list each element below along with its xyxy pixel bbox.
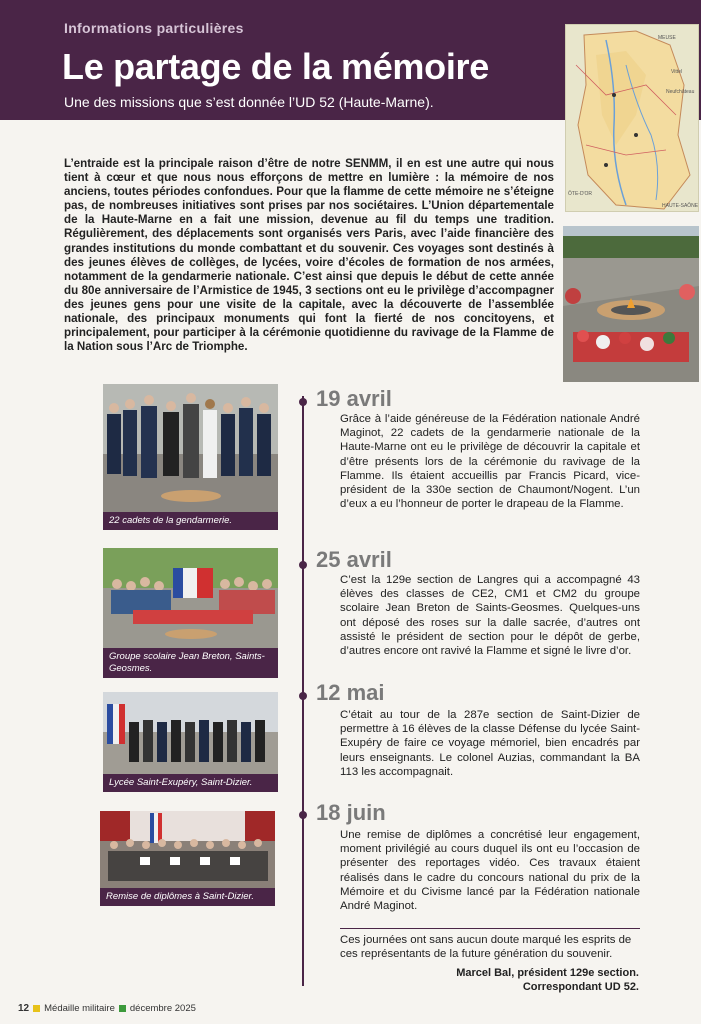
photo-diplomas [100,811,275,888]
timeline-dot [299,561,307,569]
entry-date: 19 avril [316,386,392,411]
page-footer [18,1003,196,1014]
map-label-neufchateau: Neufchâteau [666,89,695,95]
photo-tomb-unknown-soldier [563,226,699,382]
signature-line-1: Marcel Bal, président 129e section. [456,967,639,979]
caption-lycee: Lycée Saint-Exupéry, Saint-Dizier. [103,774,278,792]
intro-paragraph: L’entraide est la principale raison d’être de notre SENMM, il en est une autre qui nous tient à cœur et que nous nous efforçons de mettre en lumière : la mémoire de nos anciens, toutes périodes confondues. Pour que la flamme de cette mémoire ne s’éteigne pas, de nombreuses initiatives sont prises par nos sociétaires. L’Union départementale de la Haute-Marne en a fait une mission, devenue au fil du temps une tradition. Régulièrement, des déplacements sont organisés vers Paris, avec l’aide financière des grandes institutions du monde combattant et du souvenir. Ces voyages sont destinés à des jeunes élèves de collèges, de lycées, voire d’écoles de formation de nos armées, notamment de la gendarmerie nationale. C’est ainsi que depuis le début de cette année du 80e anniversaire de l’Armistice de 1945, 3 sections ont eu le privilège d’accompagner des jeunes gens pour une visite de la capitale, avec la découverte de l’assemblée nationale, des principaux monuments qui font la fierté de nos concitoyens, et principalement, pour participer à la cérémonie quotidienne du ravivage de la Flamme de la Nation sous l’Arc de Triomphe. [64,157,554,354]
entry-date: 18 juin [316,800,386,825]
photo-lycee [103,692,278,774]
timeline-dot [299,811,307,819]
timeline-dot [299,692,307,700]
lycee-photo-graphic [103,692,278,774]
magazine-name: Médaille militaire [44,1003,115,1014]
school-photo-graphic [103,548,278,648]
issue-date: décembre 2025 [129,1003,196,1014]
photo-school-group [103,548,278,648]
diplomas-photo-graphic [100,811,275,888]
map-label-vittel: Vittel [671,69,683,75]
yellow-square-icon [33,1005,40,1012]
timeline-dot [299,398,307,406]
map-label-haute-saone: HAUTE-SAÔNE [662,203,699,209]
flame-photo-graphic [563,226,699,382]
page-number: 12 [18,1003,30,1014]
map-label-meuse: MEUSE [658,35,676,41]
author-signature [456,966,639,994]
cadets-photo-graphic [103,384,278,512]
map-haute-marne [565,24,699,212]
page-title: Le partage de la mémoire [62,46,489,87]
caption-diplomas: Remise de diplômes à Saint-Dizier. [100,888,275,906]
caption-school-group: Groupe scolaire Jean Breton, Saints-Geosmes. [103,648,278,678]
entry-date: 25 avril [316,547,392,572]
signature-line-2: Correspondant UD 52. [522,981,639,993]
caption-cadets: 22 cadets de la gendarmerie. [103,512,278,530]
entry-text: Grâce à l’aide généreuse de la Fédération nationale André Maginot, 22 cadets de la gendarmerie nationale de la Haute-Marne ont eu le privilège de découvrir la capitale et d’être présents lors de la cérémonie du ravivage de la Flamme. Ils étaient accueillis par Francis Picard, vice-président de la 330e section de Chaumont/Nogent. L’un d’eux a eu l’honneur de porter le drapeau de la Flamme. [340,413,640,511]
green-square-icon [119,1005,126,1012]
photo-cadets [103,384,278,512]
page-subtitle: Une des missions que s’est donnée l’UD 52 (Haute-Marne). [64,94,434,110]
timeline-line [302,396,304,986]
entry-text: C’était au tour de la 287e section de Saint-Dizier de permettre à 16 élèves de la classe Défense du lycée Saint-Exupéry de faire ce voyage mémoriel, bien encadrés par leurs enseignants. Le colonel Auzias, commandant la BA 113 les accompagnait. [340,709,640,778]
map-graphic [566,25,699,212]
entry-date: 12 mai [316,680,385,705]
map-label-cote-dor: ÔTE-D'OR [568,191,593,197]
entry-text: Une remise de diplômes a concrétisé leur engagement, moment privilégié au cours duquel ils ont eu l’occasion de présenter des reportages vidéo. Ces travaux étaient réalisés dans le cadre du concours national du prix de la Mémoire et du Civisme lancé par la Fédération nationale André Maginot. [340,829,640,913]
conclusion-paragraph: Ces journées ont sans aucun doute marqué les esprits de ces représentants de la future génération du souvenir. [340,928,640,961]
section-kicker: Informations particulières [64,20,244,36]
entry-text: C’est la 129e section de Langres qui a accompagné 43 élèves des classes de CE2, CM1 et CM2 du groupe scolaire Jean Breton de Saints-Geosmes. Quelques-uns ont déposé des roses sur la dalle sacrée, d’autres ont assisté le président de section pour le dépôt de gerbe, d’autres encore ont ravivé la Flamme et signé le livre d’or. [340,574,640,658]
